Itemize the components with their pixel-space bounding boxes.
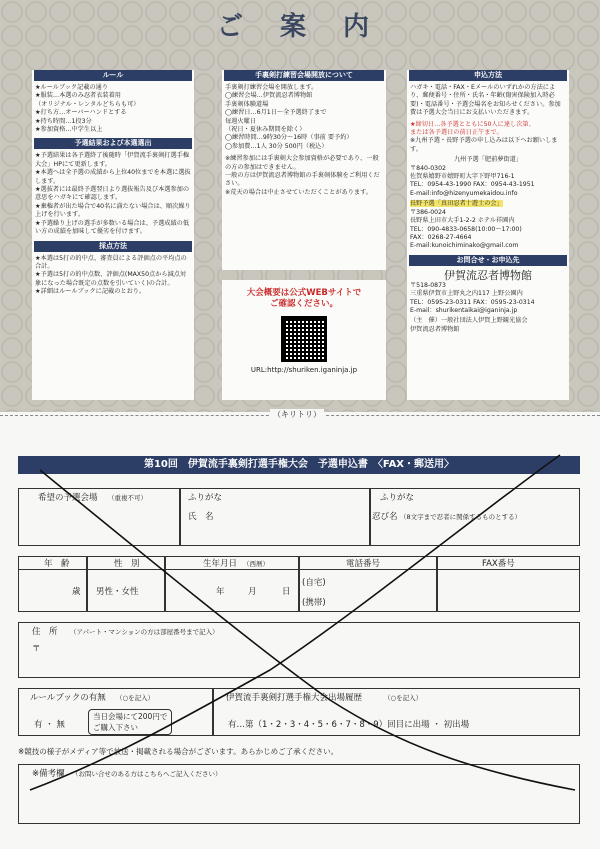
results-item: ★棄権者が出た場合で40名に満たない場合は、順次繰り上げを行います。 xyxy=(35,202,191,219)
age-unit: 歳 xyxy=(72,587,81,597)
kyushu-info: 〒840-0302 佐賀県嬉野市嬉野町大字下野甲716-1 TEL：0954-43-1990 FAX：0954-43-1951 E-mail:info@hizenyumekaidou.info xyxy=(410,164,535,197)
venue-note: （重複不可） xyxy=(108,494,147,502)
fax-label: FAX番号 xyxy=(482,559,515,569)
apply-deadline: ★締切日…各予選とともに50人に達し次第、 または各予選日の前日正午まで。 xyxy=(410,120,535,137)
postal-mark: 〒 xyxy=(32,644,41,654)
contact-info: 〒518-0873 三重県伊賀市上野丸之内117 上野公園内 TEL：0595-23-0311 FAX：0595-23-0314 E-mail：shurikentaikai@iganinja.jp xyxy=(410,281,535,314)
furigana-label: ふりがな xyxy=(188,493,223,503)
practice-line: 手裏剣打練習会場を開放します。 xyxy=(225,84,318,91)
media-notice: ※競技の様子がメディア等で放送・掲載される場合がございます。あらかじめご了承ください。 xyxy=(18,747,339,756)
history-options[interactable]: 有…第（1・2・3・4・5・6・7・8・9）回目に出場 ・ 初出場 xyxy=(228,720,470,730)
form-title: 第10回 伊賀流手裏剣打選手権大会 予選申込書 〈FAX・郵送用〉 xyxy=(18,456,580,474)
rulebook-buy: 当日会場にて200円で ご購入下さい xyxy=(88,709,172,735)
practice-line: ◯練習会場…伊賀流忍者博物館 手裏剣体験道場 xyxy=(225,92,313,108)
birth-note: （西暦） xyxy=(243,560,269,568)
results-item: ★選抜者には最終予選翌日より選抜報告及び本選参加の意思をハガキにて確認します。 xyxy=(35,186,190,202)
apply-body: ハガキ・電話・FAX・Eメールのいずれかの方法により、郵便番号・住所・氏名・年齢(傷害保険加入時必要)・電話番号・予選会場名をお知らせください。参加費は予選大会当日にお支払いいただきます。 xyxy=(410,84,561,117)
scoring-item: ★詳細はルールブックに記載のとおり。 xyxy=(35,288,146,296)
rules-item: ★持ち時間…1投3分 xyxy=(35,117,92,125)
apply-note: ※九州予選・長野予選の申し込みは以下へお願いします。 xyxy=(410,137,558,153)
nagano-title: 長野予選「真田忍者十遊士の会」 xyxy=(410,200,503,208)
nagano-info: 〒386-0024 長野県上田市大手1-2-2 ホテル祥園内 TEL：090-4833-0658(10:00～17:00) FAX：0268-27-4664 E-mail:kunoichiminako@gmail.com xyxy=(410,208,522,250)
phone-label: 電話番号 xyxy=(346,559,381,569)
practice-line: ◯練習日…6月1日～全予選終了まで 毎週火曜日 （祝日・夏休み期間を除く） xyxy=(225,109,327,134)
cut-label: （キリトリ） xyxy=(270,409,324,420)
year-unit: 年 xyxy=(216,587,225,597)
home-phone[interactable]: (自宅) xyxy=(302,578,326,588)
sex-label: 性 別 xyxy=(114,559,140,569)
address-note: （アパート・マンションの方は部屋番号まで記入） xyxy=(70,628,219,636)
day-unit: 日 xyxy=(282,587,291,597)
rules-item: ★打ち方…オーバーハンドとする xyxy=(35,109,127,117)
results-item: ★予選結果は各予選終了後随時「伊賀流手裏剣打選手権大会」HPにて更新します。 xyxy=(35,152,190,168)
address-label: 住 所 xyxy=(32,627,58,637)
kyushu-title: 九州予選「肥前夢街道」 xyxy=(453,156,523,164)
web-notice: 大会概要は公式WEBサイトで ご確認ください。 xyxy=(246,288,362,309)
contact-org: 伊賀流忍者博物館 xyxy=(444,268,532,282)
rulebook-options[interactable]: 有 ・ 無 xyxy=(34,720,65,730)
results-item: ★予選繰り上げの選手が多数いる場合は、予選成績の低い方の成績を加味して優劣を付けます。 xyxy=(35,219,190,236)
name-label: 氏 名 xyxy=(188,512,214,522)
scoring-heading: 採点方法 xyxy=(34,241,192,252)
ninja-name-note: （8文字まで忍者に関係するものとする） xyxy=(400,513,522,521)
venue-label: 希望の予選会場 xyxy=(38,493,98,503)
apply-heading: 申込方法 xyxy=(409,70,567,81)
contact-heading: お問合せ・お申込先 xyxy=(409,255,567,266)
rules-item: ★ルールブック記載の通り xyxy=(35,84,109,91)
ninja-name-label: 忍び名 xyxy=(372,512,398,522)
rulebook-note: （○を記入） xyxy=(116,694,155,702)
practice-line: ◯練習時間…9時30分～16時（事前 要予約） xyxy=(225,134,353,142)
age-label: 年 齢 xyxy=(44,559,70,569)
scoring-item: ★本選は5打の的中点、審査員による評価点の平均点の合計。 xyxy=(35,254,187,270)
furigana2-label: ふりがな xyxy=(380,493,415,503)
scoring-item: ★予選は5打の的中点数、評価点(MAX50点から減点対象になった場合既定の点数を引いていく)の合計。 xyxy=(35,271,187,287)
month-unit: 月 xyxy=(248,587,257,597)
rules-item: ★服装…本選のみ忍者衣装着用 （オリジナル・レンタルどちらも可） xyxy=(35,92,140,108)
practice-line: ◯参加費…1人 30分 500円（税込） xyxy=(225,142,328,150)
results-heading: 予選結果および本選選出 xyxy=(34,138,192,149)
rules-item: ★参加資格…中学生以上 xyxy=(35,126,103,134)
practice-heading: 手裏剣打練習会場開放について xyxy=(224,70,384,81)
sex-options[interactable]: 男性・女性 xyxy=(96,587,139,597)
birth-label: 生年月日 xyxy=(203,559,238,569)
rulebook-label: ルールブックの有無 xyxy=(30,693,106,703)
sponsor: （主 催）一般社団法人伊賀上野観光協会 伊賀流忍者博物館 xyxy=(410,317,528,333)
results-item: ★本選へは全予選の成績から上位40位までを本選に選抜します。 xyxy=(35,169,191,185)
history-note: （○を記入） xyxy=(384,694,423,702)
remarks-note: （お問い合せのある方はこちらへご記入ください） xyxy=(72,770,222,778)
practice-note: ※荒天の場合は中止させていただくことがあります。 xyxy=(225,188,372,196)
mobile-phone[interactable]: (携帯) xyxy=(302,598,326,608)
history-label: 伊賀流手裏剣打選手権大会出場履歴 xyxy=(226,693,363,703)
remarks-label: ※備考欄 xyxy=(32,769,65,779)
rules-heading: ルール xyxy=(34,70,192,81)
web-url[interactable]: URL:http://shuriken.iganinja.jp xyxy=(250,366,358,374)
practice-note: ※練習参加には手裏剣大会参加資格が必要であり、一般の方の参加はできません。 一般の方は伊賀流忍者博物館の手裏剣体験をご利用ください。 xyxy=(225,155,380,188)
page-title: ご 案 内 xyxy=(216,12,384,42)
